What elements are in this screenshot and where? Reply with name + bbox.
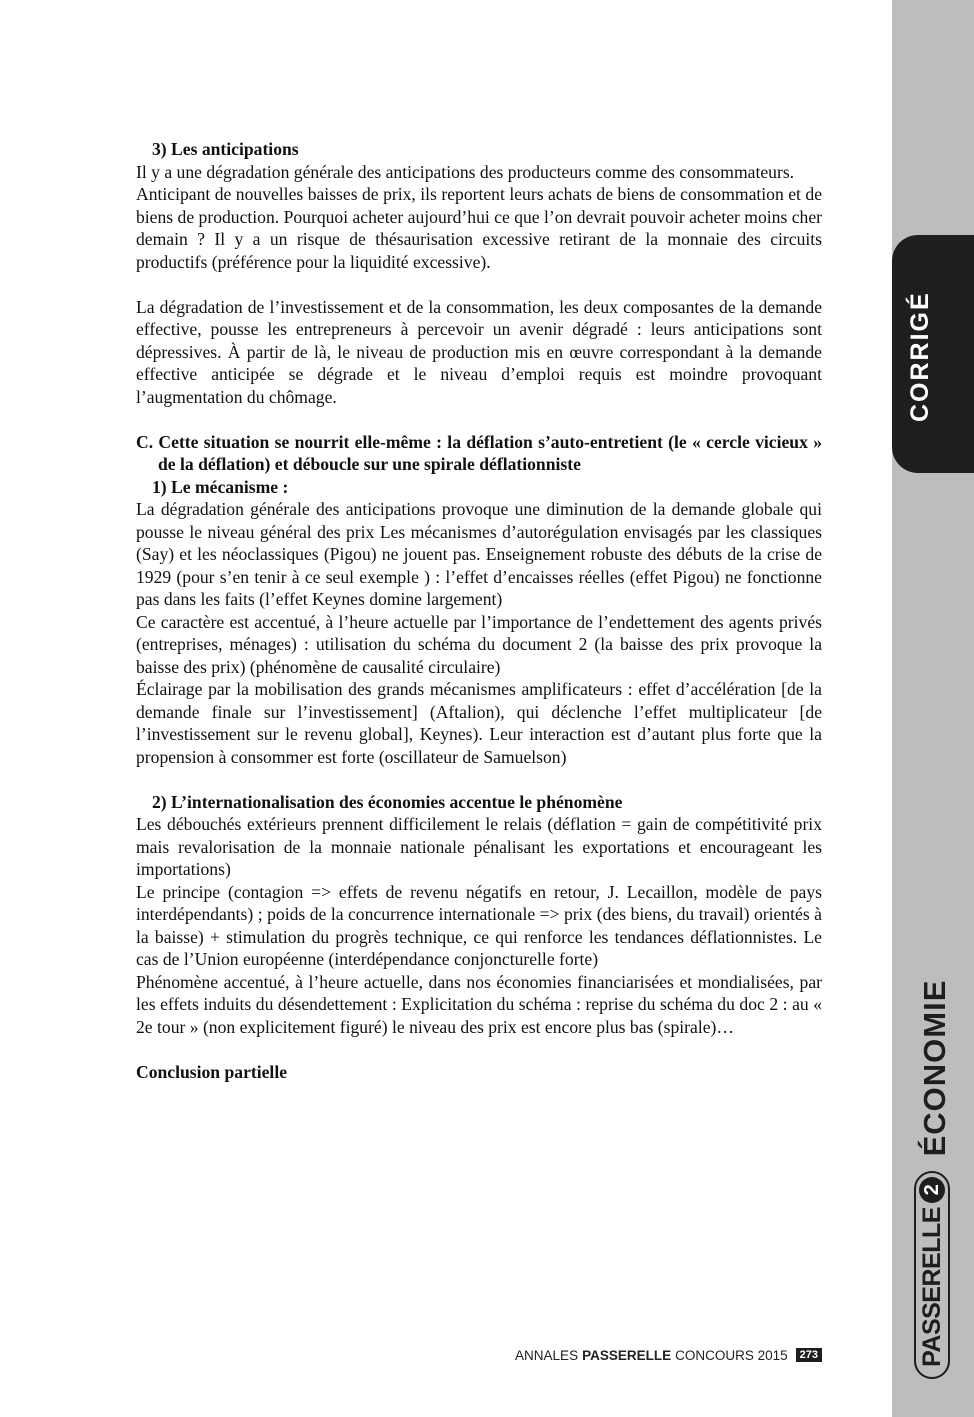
heading-mecanisme: 1) Le mécanisme : [152, 476, 289, 497]
paragraph: Anticipant de nouvelles baisses de prix, ils reportent leurs achats de biens de consommation et de biens de production. Pourquoi acheter aujourd’hui ce que l’on devrait pouvoir acheter moins cher demain ? Il y a un risque de thésaurisation excessive retirant de la monnaie des circuits productifs (préférence pour la liquidité excessive). [136, 184, 822, 272]
footer-suffix: CONCOURS 2015 [675, 1347, 788, 1363]
paragraph: La dégradation de l’investissement et de la consommation, les deux composantes de la demande effective, pousse les entrepreneurs à percevoir un avenir dégradé : leurs anticipations sont dépressives. À partir de là, le niveau de production mis en œuvre correspondant à la demande effective anticipée se dégrade et le niveau d’emploi requis est moindre provoquant l’augmentation du chômage. [136, 296, 822, 407]
page-footer [515, 1346, 822, 1364]
paragraph: Éclairage par la mobilisation des grands mécanismes amplificateurs : effet d’accélération [de la demande finale sur l’investissement] (Aftalion), qui déclenche l’effet multiplicateur [de l’investissement sur le revenu global], Keynes). Leur interaction est d’autant plus forte que la propension à consommer est forte (oscillateur de Samuelson) [136, 679, 822, 767]
paragraph: Il y a une dégradation générale des anticipations des producteurs comme des consommateurs. [136, 161, 795, 182]
passerelle-logo [912, 1175, 952, 1375]
paragraph: Les débouchés extérieurs prennent difficilement le relais (déflation = gain de compétitivité prix mais revalorisation de la monnaie nationale pénalisant les exportations et encourageant les importations) [136, 814, 822, 879]
paragraph: La dégradation générale des anticipations provoque une diminution de la demande globale qui pousse le niveau général des prix Les mécanismes d’autorégulation envisagés par les classiques (Say) et les néoclassiques (Pigou) ne jouent pas. Enseignement robuste des débuts de la crise de 1929 (pour s’en tenir à ce seul exemple ) : l’effet d’encaisses réelles (effet Pigou) ne fonctionne pas dans les faits (l’effet Keynes domine largement) [136, 499, 822, 609]
paragraph: Ce caractère est accentué, à l’heure actuelle par l’importance de l’endettement des agents privés (entreprises, ménages) : utilisation du schéma du document 2 (la baisse des prix provoque la baisse des prix) (phénomène de causalité circulaire) [136, 611, 822, 677]
article-body [136, 138, 822, 1083]
heading-section-c: C. Cette situation se nourrit elle-même : la déflation s’auto-entretient (le « cercle vicieux » de la déflation) et déboucle sur une spirale déflationniste [136, 431, 822, 474]
paragraph: Le principe (contagion => effets de revenu négatifs en retour, J. Lecaillon, modèle de pays interdépendants) ; poids de la concurrence internationale => prix (des biens, du travail) orientés à la baisse) + stimulation du progrès technique, ce qui renforce les tendances déflationnistes. Le cas de l’Union européenne (interdépendance conjoncturelle forte) [136, 881, 822, 969]
paragraph: Phénomène accentué, à l’heure actuelle, dans nos économies financiarisées et mondialisées, par les effets induits du désendettement : Explicitation du schéma : reprise du schéma du doc 2 : au « 2e tour » (non explicitement figuré) le niveau des prix est encore plus bas (spirale)… [136, 971, 822, 1037]
corrige-label: CORRIGÉ [906, 291, 934, 422]
footer-prefix: ANNALES [515, 1347, 579, 1363]
heading-conclusion: Conclusion partielle [136, 1061, 288, 1082]
economie-label: ÉCONOMIE [917, 979, 952, 1157]
page-number: 273 [796, 1348, 822, 1362]
passerelle-logo-text: PASSERELLE [917, 1207, 946, 1367]
passerelle-logo-number: 2 [919, 1177, 945, 1203]
heading-anticipations: 3) Les anticipations [152, 139, 299, 159]
footer-brand: PASSERELLE [582, 1347, 672, 1363]
passerelle-logo-frame [914, 1171, 950, 1379]
heading-internationalisation: 2) L’internationalisation des économies accentue le phénomène [152, 791, 623, 812]
